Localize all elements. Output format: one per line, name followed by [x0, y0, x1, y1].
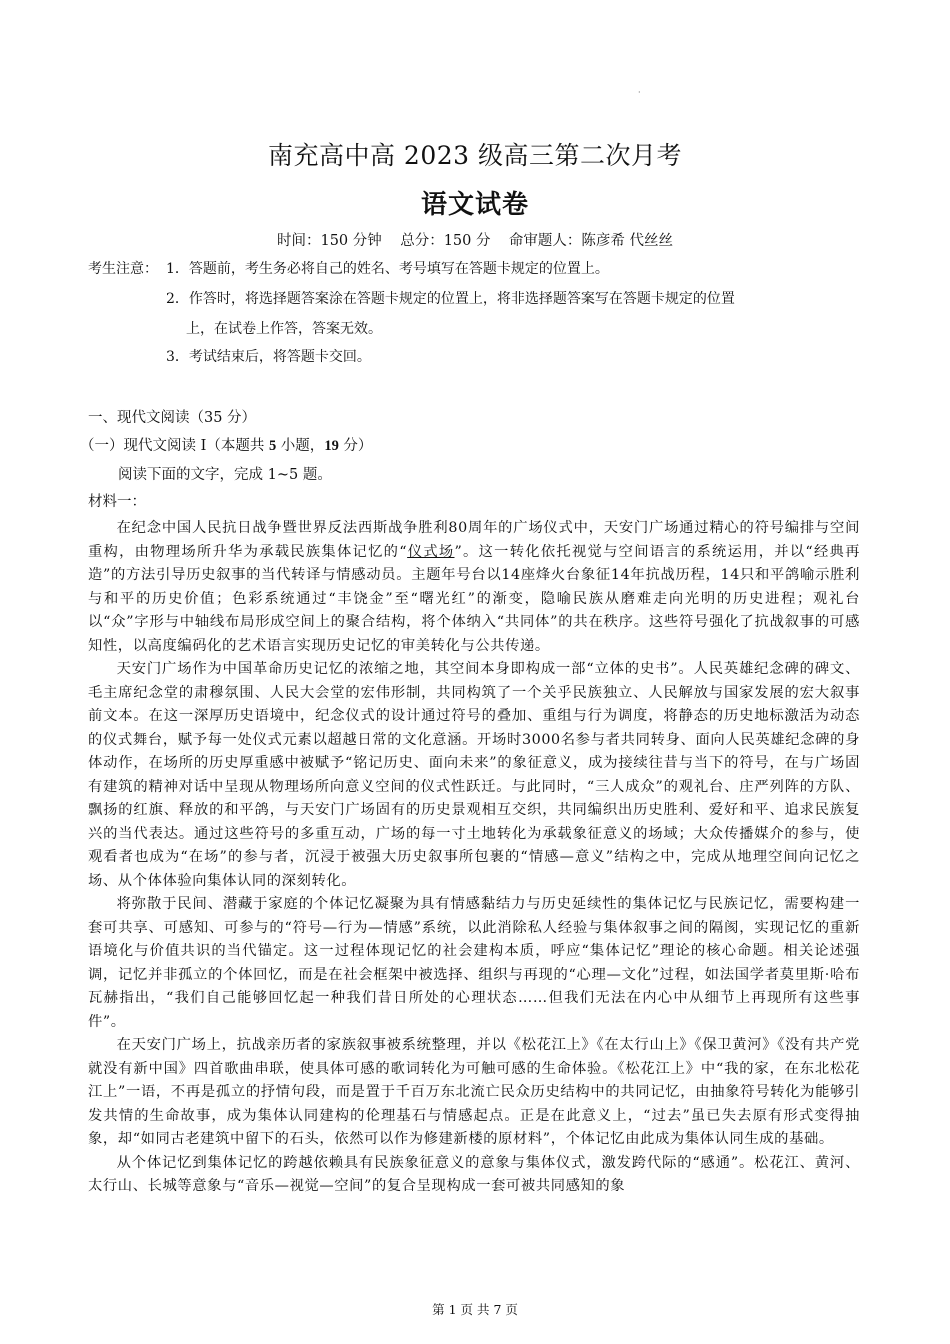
paragraph-1-end: ”。这一转化依托视觉与空间语言的系统运用，并以“经典再造”的方法引导历史叙事的当代转译与情感动员。主题年号台以14座烽火台象征14年抗战历程，14只和平鸽喻示胜利与和平的历史价值；色彩系统通过“丰饶金”至“曙光红”的渐变，隐喻民族从磨难走向光明的历史进程；观礼台以“众”字形与中轴线布局形成空间上的聚合结构，将个体纳入“共同体”的共在秩序。这些符号强化了抗战叙事的可感知性，以高度编码化的艺术语言实现历史记忆的审美转化与公共传递。: [88, 543, 860, 654]
underlined-term: 仪式场: [407, 543, 455, 560]
notice-item-1: 1．答题前，考生务必将自己的姓名、考号填写在答题卡规定的位置上。: [166, 261, 609, 277]
subsection-prefix: （一）现代文阅读 I（本题共: [80, 438, 269, 454]
subsection-score: 19: [324, 438, 339, 454]
paragraph-4: 在天安门广场上，抗战亲历者的家族叙事被系统整理，并以《松花江上》《在太行山上》《保卫黄河》《没有共产党就没有新中国》四首歌曲串联，使具体可感的歌词转化为可触可感的生命体验。《松花江上》中“我的家，在东北松花江上”一语，不再是孤立的抒情句段，而是置于千百万东北流亡民众历史结构中的共同记忆，由抽象符号转化为能够引发共情的生命故事，成为集体认同建构的伦理基石与情感起点。正是在此意义上，“过去”虽已失去原有形式变得抽象，却“如同古老建筑中留下的石头，依然可以作为修建新楼的原材料”，个体记忆由此成为集体认同生成的基础。: [88, 1037, 860, 1147]
section-title: 一、现代文阅读（35 分）: [88, 410, 257, 426]
stray-dot: ·: [638, 88, 641, 97]
paragraph-2: 天安门广场作为中国革命历史记忆的浓缩之地，其空间本身即构成一部“立体的史书”。人民英雄纪念碑的碑文、毛主席纪念堂的肃穆氛围、人民大会堂的宏伟形制，共同构筑了一个关乎民族独立、人民解放与国家发展的宏大叙事前文本。在这一深厚历史语境中，纪念仪式的设计通过符号的叠加、重组与行为调度，将静态的历史地标激活为动态的仪式舞台，赋予每一处仪式元素以超越日常的文化意涵。开场时3000名参与者共同转身、面向人民英雄纪念碑的身体动作，在场所的历史厚重感中被赋予“铭记历史、面向未来”的象征意义，成为接续往昔与当下的符号，在与广场固有建筑的精神对话中呈现从物理场所向意义空间的仪式性跃迁。与此同时，“三人成众”的观礼台、庄严列阵的方队、飘扬的红旗、释放的和平鸽，与天安门广场固有的历史景观相互交织，共同编织出历史胜利、爱好和平、追求民族复兴的当代表达。通过这些符号的多重互动，广场的每一寸土地转化为承载象征意义的场域；大众传播媒介的参与，使观看者也成为“在场”的参与者，沉浸于被强大历史叙事所包裹的“情感—意义”结构之中，完成从地理空间向记忆之场、从个体体验向集体认同的深刻转化。: [88, 661, 860, 889]
paragraph-1-start: 在纪念中国人民抗日战争暨世界反法西斯战争胜利80周年的广场仪式中，天安门广场通过精心的符号编排与空间重构，由物理场所升华为承载民族集体记忆的“: [88, 520, 860, 560]
subsection-suffix: 分）: [338, 438, 373, 454]
subsection-mid: 小题，: [276, 438, 325, 454]
school-title: 南充高中高 2023 级高三第二次月考: [267, 141, 683, 170]
notice-item-2: 2．作答时，将选择题答案涂在答题卡规定的位置上，将非选择题答案写在答题卡规定的位置: [166, 291, 735, 307]
material-label: 材料一：: [88, 494, 146, 510]
question-count: 5: [268, 438, 277, 454]
paragraph-3: 将弥散于民间、潜藏于家庭的个体记忆凝聚为具有情感黏结力与历史延续性的集体记忆与民族记忆，需要构建一套可共享、可感知、可参与的“符号—行为—情感”系统，以此消除私人经验与集体叙事之间的隔阂，实现记忆的重新语境化与价值共识的当代锚定。这一过程体现记忆的社会建构本质，呼应“集体记忆”理论的核心命题。相关论述强调，记忆并非孤立的个体回忆，而是在社会框架中被选择、组织与再现的“心理—文化”过程，如法国学者莫里斯·哈布瓦赫指出，“我们自己能够回忆起一种我们昔日所处的心理状态……但我们无法在内心中从细节上再现所有这些事件”。: [88, 896, 860, 1030]
notice-label: 考生注意：: [88, 261, 158, 277]
subsection-title: [80, 434, 372, 455]
notice-item-2-continued: 上，在试卷上作答，答案无效。: [186, 321, 382, 337]
notice-item-3: 3．考试结束后，将答题卡交回。: [166, 349, 371, 365]
exam-meta: 时间：150 分钟 总分：150 分 命审题人：陈彦希 代丝丝: [276, 233, 674, 249]
reading-instruction: 阅读下面的文字，完成 1~5 题。: [118, 467, 332, 483]
reading-passage: [88, 517, 860, 1199]
paragraph-5: 从个体记忆到集体记忆的跨越依赖具有民族象征意义的意象与集体仪式，激发跨代际的“感通”。松花江、黄河、太行山、长城等意象与“音乐—视觉—空间”的复合呈现构成一套可被共同感知的象: [88, 1154, 860, 1194]
subject-title: 语文试卷: [420, 190, 529, 220]
page-footer: 第 1 页 共 7 页: [432, 1302, 518, 1317]
paragraph-1: [88, 517, 860, 658]
